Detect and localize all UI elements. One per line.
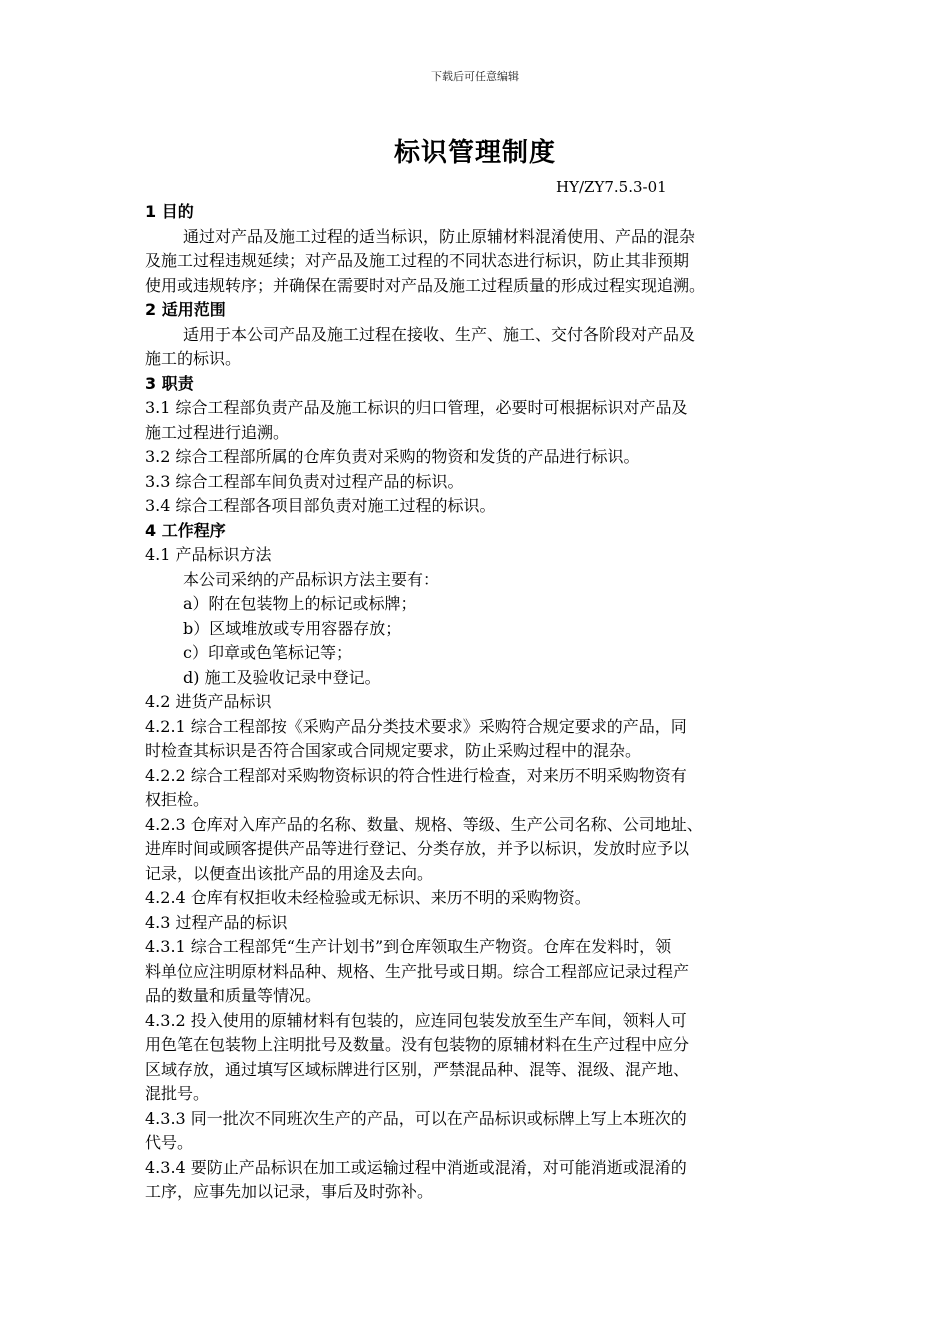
paragraph-line: 4.2.3 仓库对入库产品的名称、数量、规格、等级、生产公司名称、公司地址、 — [145, 814, 703, 834]
paragraph-line: 4.3.1 综合工程部凭“生产计划书”到仓库领取生产物资。仓库在发料时，领 — [145, 937, 672, 956]
paragraph-line: 记录，以便查出该批产品的用途及去向。 — [145, 863, 434, 883]
paragraph-line: 4.3 过程产品的标识 — [145, 912, 288, 932]
paragraph-line: 施工过程进行追溯。 — [145, 422, 290, 442]
paragraph-line: 混批号。 — [145, 1084, 210, 1103]
section-heading: 2 适用范围 — [145, 300, 226, 319]
document-body — [145, 200, 820, 1205]
paragraph-line: a）附在包装物上的标记或标牌； — [183, 594, 417, 613]
paragraph-line: d) 施工及验收记录中登记。 — [183, 667, 381, 687]
paragraph-line: c）印章或色笔标记等； — [183, 643, 352, 662]
paragraph-line: 使用或违规转序；并确保在需要时对产品及施工过程质量的形成过程实现追溯。 — [145, 275, 706, 295]
paragraph-line: 4.2.1 综合工程部按《采购产品分类技术要求》采购符合规定要求的产品，同 — [145, 716, 687, 736]
paragraph-line: 3.4 综合工程部各项目部负责对施工过程的标识。 — [145, 496, 496, 515]
paragraph-line: 4.2.4 仓库有权拒收未经检验或无标识、来历不明的采购物资。 — [145, 888, 591, 907]
paragraph-line: 3.1 综合工程部负责产品及施工标识的归口管理，必要时可根据标识对产品及 — [145, 398, 688, 417]
paragraph-line: 工序，应事先加以记录，事后及时弥补。 — [145, 1182, 434, 1201]
paragraph-line: 4.3.4 要防止产品标识在加工或运输过程中消逝或混淆，对可能消逝或混淆的 — [145, 1157, 687, 1177]
paragraph-line: 进库时间或顾客提供产品等进行登记、分类存放，并予以标识，发放时应予以 — [145, 839, 690, 858]
header-note: 下载后可任意编辑 — [431, 70, 519, 83]
paragraph-line: 4.3.2 投入使用的原辅材料有包装的，应连同包装发放至生产车间，领料人可 — [145, 1010, 687, 1030]
document-code: HY/ZY7.5.3-01 — [556, 178, 667, 196]
paragraph-line: 适用于本公司产品及施工过程在接收、生产、施工、交付各阶段对产品及 — [183, 324, 696, 344]
section-heading: 1 目的 — [145, 202, 194, 221]
paragraph-line: b）区域堆放或专用容器存放； — [183, 618, 402, 638]
page-title: 标识管理制度 — [393, 138, 556, 168]
section-heading: 3 职责 — [145, 373, 194, 393]
paragraph-line: 品的数量和质量等情况。 — [145, 986, 322, 1005]
paragraph-line: 用色笔在包装物上注明批号及数量。没有包装物的原辅材料在生产过程中应分 — [145, 1035, 690, 1054]
paragraph-line: 时检查其标识是否符合国家或合同规定要求，防止采购过程中的混杂。 — [145, 741, 642, 760]
paragraph-line: 4.2.2 综合工程部对采购物资标识的符合性进行检查，对来历不明采购物资有 — [145, 765, 687, 785]
paragraph-line: 4.1 产品标识方法 — [145, 545, 272, 564]
paragraph-line: 3.2 综合工程部所属的仓库负责对采购的物资和发货的产品进行标识。 — [145, 447, 640, 466]
paragraph-line: 区域存放，通过填写区域标牌进行区别，严禁混品种、混等、混级、混产地、 — [145, 1059, 690, 1079]
paragraph-line: 及施工过程违规延续；对产品及施工过程的不同状态进行标识，防止其非预期 — [145, 251, 690, 270]
paragraph-line: 3.3 综合工程部车间负责对过程产品的标识。 — [145, 471, 464, 491]
paragraph-line: 权拒检。 — [145, 790, 210, 809]
paragraph-line: 代号。 — [145, 1133, 194, 1152]
paragraph-line: 4.3.3 同一批次不同班次生产的产品，可以在产品标识或标牌上写上本班次的 — [145, 1108, 687, 1128]
paragraph-line: 施工的标识。 — [145, 349, 242, 368]
paragraph-line: 料单位应注明原材料品种、规格、生产批号或日期。综合工程部应记录过程产 — [145, 961, 690, 981]
paragraph-line: 通过对产品及施工过程的适当标识，防止原辅材料混淆使用、产品的混杂 — [183, 226, 696, 246]
paragraph-line: 4.2 进货产品标识 — [145, 692, 272, 711]
section-heading: 4 工作程序 — [145, 520, 226, 540]
paragraph-line: 本公司采纳的产品标识方法主要有： — [183, 569, 440, 589]
